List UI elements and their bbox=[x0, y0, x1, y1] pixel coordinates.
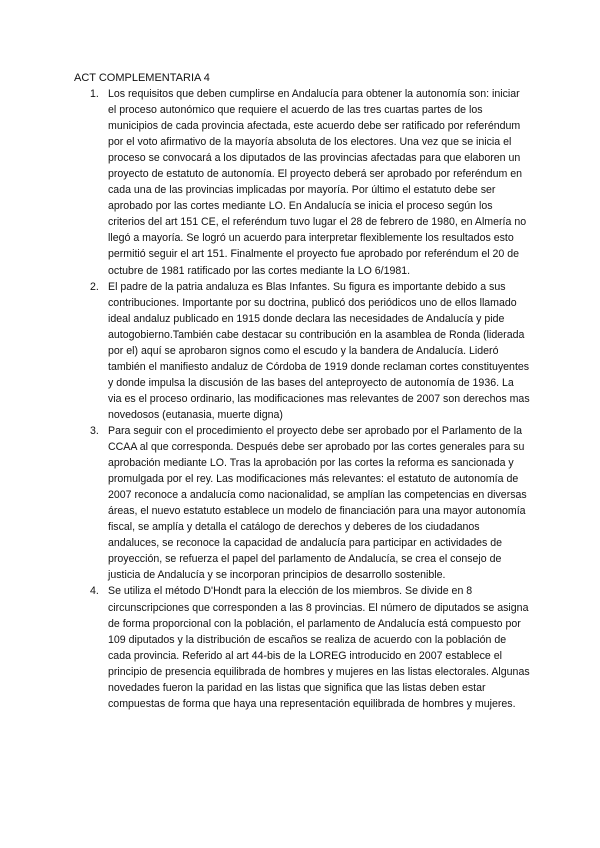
list-item-1 bbox=[74, 86, 530, 279]
answer-list bbox=[74, 86, 530, 712]
document-title: ACT COMPLEMENTARIA 4 bbox=[74, 72, 210, 84]
item-text: Se utiliza el método D'Hondt para la elección de los miembros. Se divide en 8 circunscripciones que corresponden a las 8 provincias. El número de diputados se asigna de forma proporcional con la población, el parlamento de Andalucía está compuesto por 109 diputados y la distribución de escaños se realiza de acuerdo con la población de cada provincia. Referido al art 44-bis de la LOREG introducido en 2007 establece el principio de presencia equilibrada de hombres y mujeres en las listas electorales. Algunas novedades fueron la paridad en las listas que significa que las listas deben estar compuestas de forma que haya una representación equilibrada de hombres y mujeres. bbox=[108, 585, 530, 710]
item-number: 2. bbox=[90, 280, 99, 293]
item-text: El padre de la patria andaluza es Blas Infantes. Su figura es importante debido a sus contribuciones. Importante por su doctrina, publicó dos periódicos uno de ellos llamado ideal andaluz publicado en 1915 donde declara las necesidades de Andalucía y pide autogobierno.También cabe destacar su contribución en la asamblea de Ronda (liderada por el) aquí se aprobaron signos como el escudo y la bandera de Andalucía. Lideró también el manifiesto andaluz de Córdoba de 1919 donde reclaman cortes constituyentes y donde impulsa la discusión de las bases del anteproyecto de autonomía de 1936. La via es el proceso ordinario, las modificaciones mas relevantes de 2007 son derechos mas novedosos (eutanasia, muerte digna) bbox=[108, 280, 530, 421]
list-item-3 bbox=[74, 423, 530, 583]
item-number: 3. bbox=[90, 424, 99, 437]
list-item-2 bbox=[74, 279, 530, 423]
list-item-4 bbox=[74, 583, 530, 711]
item-number: 4. bbox=[90, 585, 99, 598]
item-text: Los requisitos que deben cumplirse en Andalucía para obtener la autonomía son: iniciar el proceso autonómico que requiere el acuerdo de las tres cuartas partes de los municipios de cada provincia afectada, este acuerdo debe ser ratificado por referéndum por el voto afirmativo de la mayoría absoluta de los electores. Una vez que se inicia el proceso se convocará a los diputados de las provincias afectadas para que elaboren un proyecto de estatuto de autonomía. El proyecto deberá ser aprobado por referéndum en cada una de las provincias implicadas por mayoría. Por último el estatuto debe ser aprobado por las cortes mediante LO. En Andalucía se inicia el proceso según los criterios del art 151 CE, el referéndum tuvo lugar el 28 de febrero de 1980, en Almería no llegó a mayoría. Se logró un acuerdo para interpretar flexiblemente los resultados esto permitió seguir el art 151. Finalmente el proyecto fue aprobado por referéndum el 20 de octubre de 1981 ratificado por las cortes mediante la LO 6/1981. bbox=[108, 88, 527, 277]
item-text: Para seguir con el procedimiento el proyecto debe ser aprobado por el Parlamento de la CCAA al que corresponda. Después debe ser aprobado por las cortes generales para su aprobación mediante LO. Tras la aprobación por las cortes la reforma es sancionada y promulgada por el rey. Las modificaciones más relevantes: el estatuto de autonomía de 2007 reconoce a andalucía como nacionalidad, se amplían las competencias en diversas áreas, el nuevo estatuto establece un modelo de financiación para una mayor autonomía fiscal, se amplía y detalla el catálogo de derechos y deberes de los ciudadanos andaluces, se reconoce la capacidad de andalucía para participar en actividades de proyección, se refuerza el papel del parlamento de Andalucía, se crea el consejo de justicia de Andalucía y se incorporan principios de desarrollo sostenible. bbox=[108, 424, 527, 582]
item-number: 1. bbox=[90, 88, 99, 100]
